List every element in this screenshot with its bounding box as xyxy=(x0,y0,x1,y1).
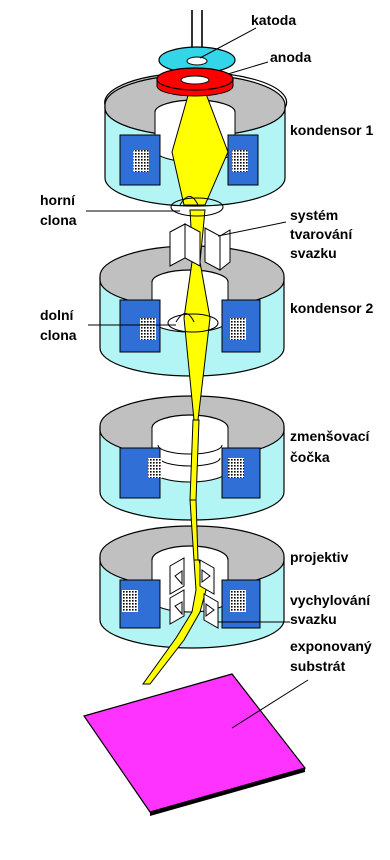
projection-lens xyxy=(100,526,284,648)
label-dolni-clona-line2: clona xyxy=(40,327,77,343)
label-zmensovaci-line1: zmenšovací xyxy=(290,428,370,444)
label-substrat-line2: substrát xyxy=(290,658,346,674)
label-projektiv: projektiv xyxy=(290,549,349,565)
label-horni-clona-line1: horní xyxy=(40,192,75,208)
label-kondensor-1: kondensor 1 xyxy=(290,122,374,138)
label-horni-clona-line2: clona xyxy=(40,212,77,228)
label-system-line2: tvarování xyxy=(290,226,353,242)
label-system-line1: systém xyxy=(290,207,339,223)
label-vychylovani-line2: svazku xyxy=(290,611,337,627)
label-anoda: anoda xyxy=(270,49,312,65)
label-kondensor-2: kondensor 2 xyxy=(290,300,374,316)
substrate xyxy=(84,674,305,816)
cathode xyxy=(159,10,235,73)
label-substrat-line1: exponovaný xyxy=(290,638,372,654)
label-zmensovaci-line2: čočka xyxy=(290,449,330,465)
label-system-line3: svazku xyxy=(290,245,337,261)
label-dolni-clona-line1: dolní xyxy=(40,307,74,323)
anode xyxy=(157,68,233,96)
label-katoda: katoda xyxy=(251,12,297,28)
label-vychylovani-line1: vychylování xyxy=(290,592,371,608)
